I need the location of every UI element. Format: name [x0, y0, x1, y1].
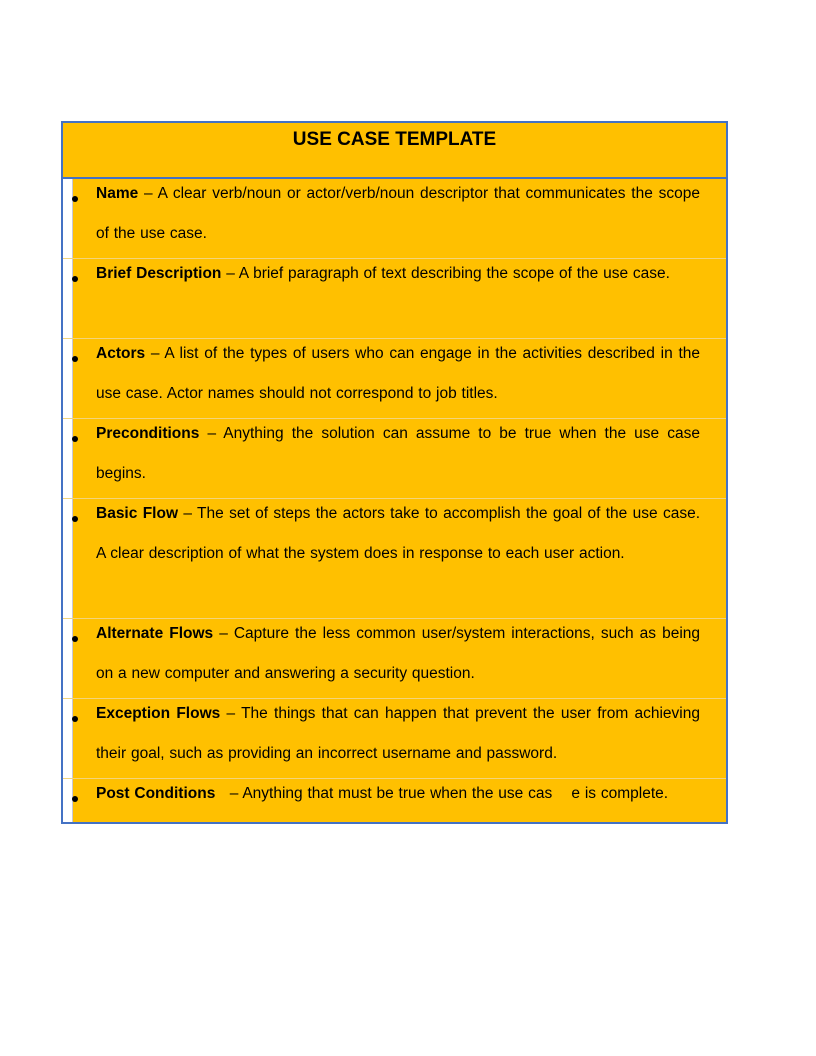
bullet-icon: [72, 436, 78, 442]
bullet-icon: [72, 276, 78, 282]
item-separator: –: [213, 625, 234, 642]
item-description: The things that can happen that prevent the user from achieving their goal, such as providing an incorrect username and password.: [96, 705, 700, 762]
item-separator: –: [215, 785, 243, 802]
list-item-brief-description: [63, 259, 726, 339]
list-item-actors: [63, 339, 726, 419]
bullet-icon: [72, 796, 78, 802]
list-item-alternate-flows: [63, 619, 726, 699]
use-case-template-table: [61, 121, 728, 824]
item-term: Post Conditions: [96, 785, 216, 802]
list-item-text: [96, 614, 700, 694]
list-item-text: [96, 254, 700, 294]
bullet-icon: [72, 516, 78, 522]
bullet-icon: [72, 356, 78, 362]
list-item-post-conditions: [63, 779, 726, 819]
item-separator: –: [138, 185, 158, 202]
bullet-icon: [72, 636, 78, 642]
item-description: Anything the solution can assume to be true when the use case begins.: [96, 425, 700, 482]
list-item-text: [96, 334, 700, 414]
bullet-icon: [72, 196, 78, 202]
page-title: USE CASE TEMPLATE: [292, 129, 497, 150]
list-item-text: [96, 774, 700, 814]
item-description: A clear verb/noun or actor/verb/noun descriptor that communicates the scope of the use case.: [96, 185, 700, 242]
item-list: [63, 179, 726, 819]
item-term: Alternate Flows: [96, 625, 214, 642]
list-item-text: [96, 494, 700, 574]
bullet-icon: [72, 716, 78, 722]
item-separator: –: [199, 425, 224, 442]
item-separator: –: [221, 265, 239, 282]
list-item-preconditions: [63, 419, 726, 499]
list-item-text: [96, 694, 700, 774]
list-item-basic-flow: [63, 499, 726, 619]
item-term: Basic Flow: [96, 505, 178, 522]
item-term: Exception Flows: [96, 705, 221, 722]
item-description: Anything that must be true when the use cas e is complete.: [242, 785, 669, 802]
list-item-name: [63, 179, 726, 259]
item-separator: –: [220, 705, 242, 722]
item-term: Preconditions: [96, 425, 200, 442]
item-description: A brief paragraph of text describing the scope of the use case.: [238, 265, 670, 282]
item-term: Name: [96, 185, 139, 202]
item-description: Capture the less common user/system interactions, such as being on a new computer and answering a security question.: [96, 625, 701, 682]
item-term: Brief Description: [96, 265, 222, 282]
item-separator: –: [178, 505, 198, 522]
item-term: Actors: [96, 345, 146, 362]
title-cell: [63, 123, 726, 179]
list-item-text: [96, 414, 700, 494]
item-description: The set of steps the actors take to accomplish the goal of the use case. A clear description of what the system does in response to each user action.: [96, 505, 701, 562]
list-item-exception-flows: [63, 699, 726, 779]
item-description: A list of the types of users who can engage in the activities described in the use case. Actor names should not correspond to job titles.: [96, 345, 700, 402]
item-separator: –: [145, 345, 165, 362]
list-item-text: [96, 174, 700, 254]
